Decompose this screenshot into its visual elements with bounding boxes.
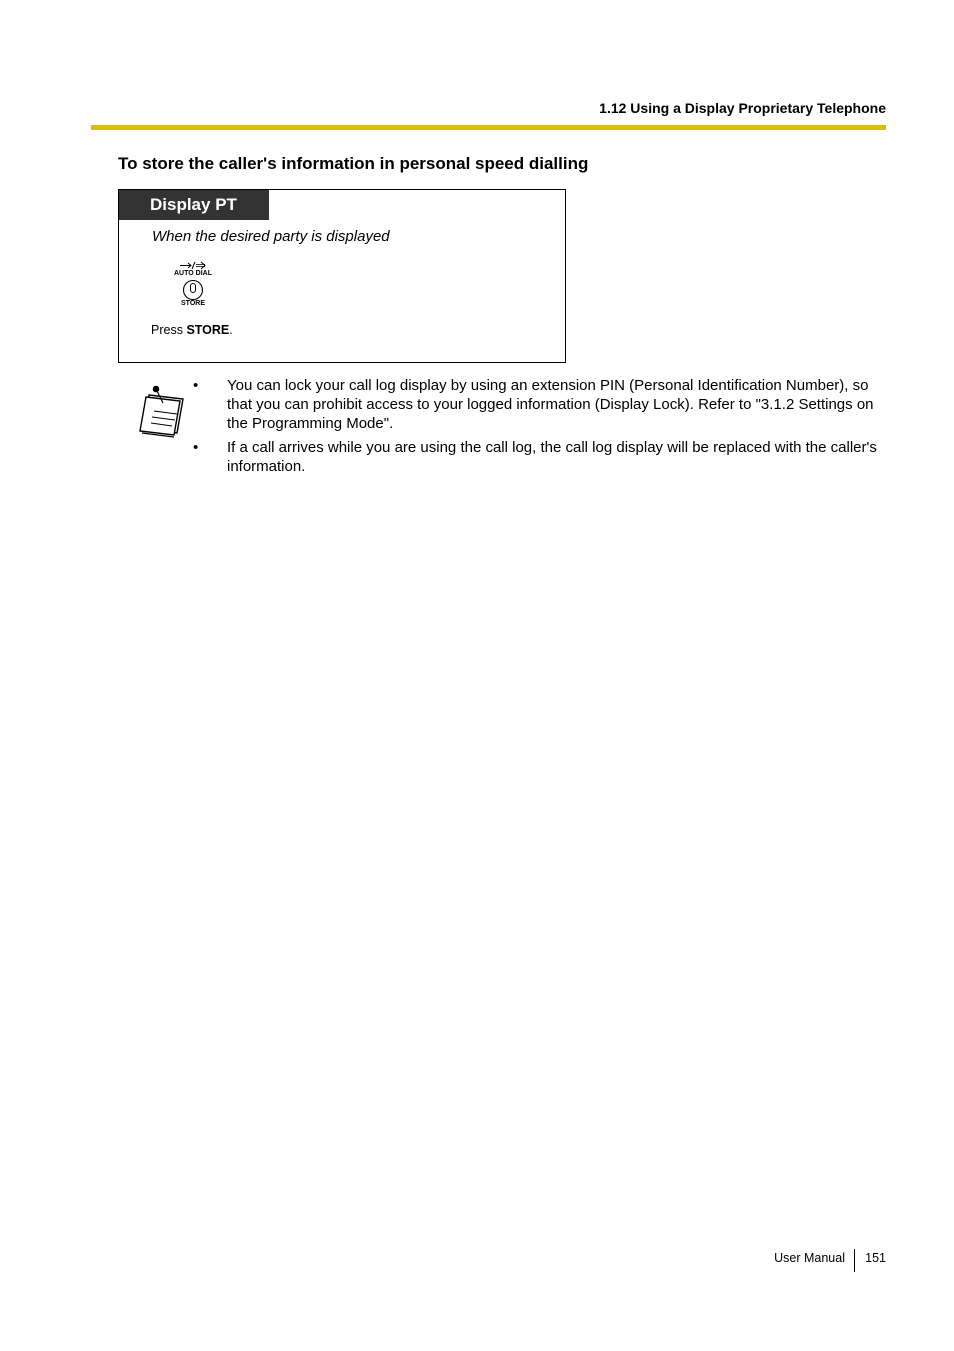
key-top-label: AUTO DIAL (174, 270, 212, 277)
notepad-icon (137, 381, 187, 439)
notes-list (193, 376, 883, 481)
header-rule (91, 125, 886, 130)
section-heading: To store the caller's information in personal speed dialling (118, 154, 589, 173)
instruction-suffix: . (229, 323, 233, 337)
page-number: 151 (865, 1251, 886, 1265)
procedure-instruction (151, 323, 233, 337)
list-item (193, 376, 883, 433)
note-text: If a call arrives while you are using the call log, the call log display will be replaced with the caller's information. (227, 439, 877, 475)
display-pt-tab: Display PT (119, 190, 269, 220)
bullet: • (193, 439, 199, 456)
bullet: • (193, 377, 199, 394)
procedure-condition: When the desired party is displayed (152, 228, 390, 245)
procedure-box (118, 189, 566, 363)
instruction-prefix: Press (151, 323, 187, 337)
running-header: 1.12 Using a Display Proprietary Telephone (599, 100, 886, 116)
note-text: You can lock your call log display by using an extension PIN (Personal Identification Number), so that you can prohibit access to your logged information (Display Lock). Refer to "3.1.2 Settings on the Programming Mode". (227, 377, 874, 432)
instruction-key-name: STORE (186, 323, 230, 337)
auto-dial-store-button-icon (182, 279, 204, 301)
footer-divider (854, 1249, 855, 1272)
list-item (193, 438, 883, 476)
key-bottom-label: STORE (181, 300, 205, 307)
store-key-graphic (171, 261, 215, 309)
auto-dial-arrow-icon (179, 261, 207, 270)
footer-label: User Manual (774, 1251, 845, 1265)
